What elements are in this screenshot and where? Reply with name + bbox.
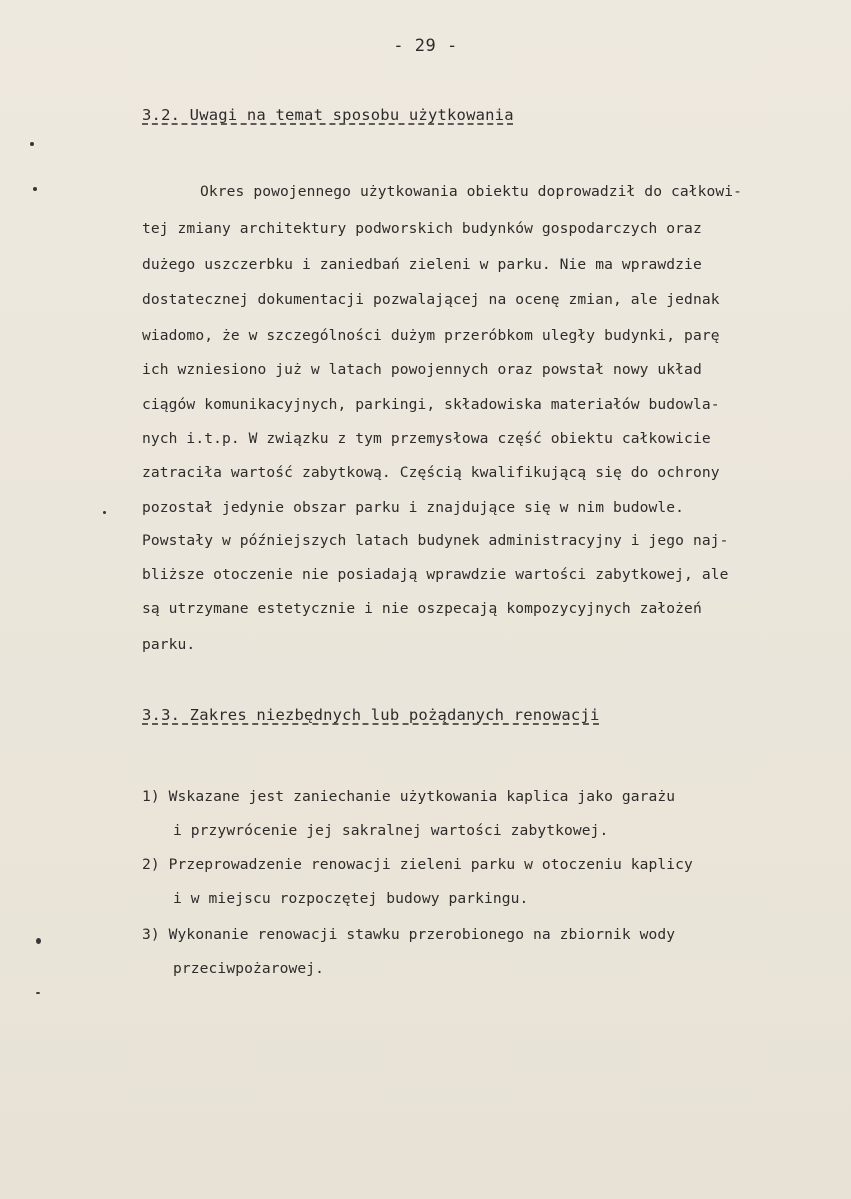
margin-punch-mark xyxy=(103,511,106,514)
text-line: są utrzymane estetycznie i nie oszpecają kompozycyjnych założeń xyxy=(142,600,702,617)
text-line: dużego uszczerbku i zaniedbań zieleni w parku. Nie ma wprawdzie xyxy=(142,256,702,273)
list-item-continuation: i w miejscu rozpoczętej budowy parkingu. xyxy=(173,890,529,907)
text-line: pozostał jedynie obszar parku i znajdujące się w nim budowle. xyxy=(142,499,685,516)
margin-punch-mark xyxy=(36,938,41,944)
text-line: zatraciła wartość zabytkową. Częścią kwalifikującą się do ochrony xyxy=(142,464,720,481)
text-line: dostatecznej dokumentacji pozwalającej na ocenę zmian, ale jednak xyxy=(142,291,720,308)
page-number: - 29 - xyxy=(393,36,458,56)
margin-punch-mark xyxy=(36,992,40,994)
text-line: Okres powojennego użytkowania obiektu doprowadził do całkowi- xyxy=(200,183,743,200)
text-line: tej zmiany architektury podworskich budynków gospodarczych oraz xyxy=(142,220,702,237)
margin-punch-mark xyxy=(30,142,34,146)
text-line: Powstały w późniejszych latach budynek administracyjny i jego naj- xyxy=(142,532,729,549)
margin-punch-mark xyxy=(33,187,37,191)
text-line: wiadomo, że w szczególności dużym przeróbkom uległy budynki, parę xyxy=(142,327,720,344)
list-item-continuation: i przywrócenie jej sakralnej wartości zabytkowej. xyxy=(173,822,609,839)
list-item: 1) Wskazane jest zaniechanie użytkowania kaplica jako garażu xyxy=(142,788,676,805)
text-line: parku. xyxy=(142,636,196,653)
list-item: 2) Przeprowadzenie renowacji zieleni parku w otoczeniu kaplicy xyxy=(142,856,693,873)
section-heading: 3.3. Zakres niezbędnych lub pożądanych renowacji xyxy=(142,706,600,724)
text-line: bliższe otoczenie nie posiadają wprawdzie wartości zabytkowej, ale xyxy=(142,566,729,583)
text-line: ich wzniesiono już w latach powojennych oraz powstał nowy układ xyxy=(142,361,702,378)
text-line: ciągów komunikacyjnych, parkingi, składowiska materiałów budowla- xyxy=(142,396,720,413)
list-item: 3) Wykonanie renowacji stawku przerobionego na zbiornik wody xyxy=(142,926,676,943)
section-heading: 3.2. Uwagi na temat sposobu użytkowania xyxy=(142,106,514,124)
list-item-continuation: przeciwpożarowej. xyxy=(173,960,325,977)
text-line: nych i.t.p. W związku z tym przemysłowa część obiektu całkowicie xyxy=(142,430,711,447)
